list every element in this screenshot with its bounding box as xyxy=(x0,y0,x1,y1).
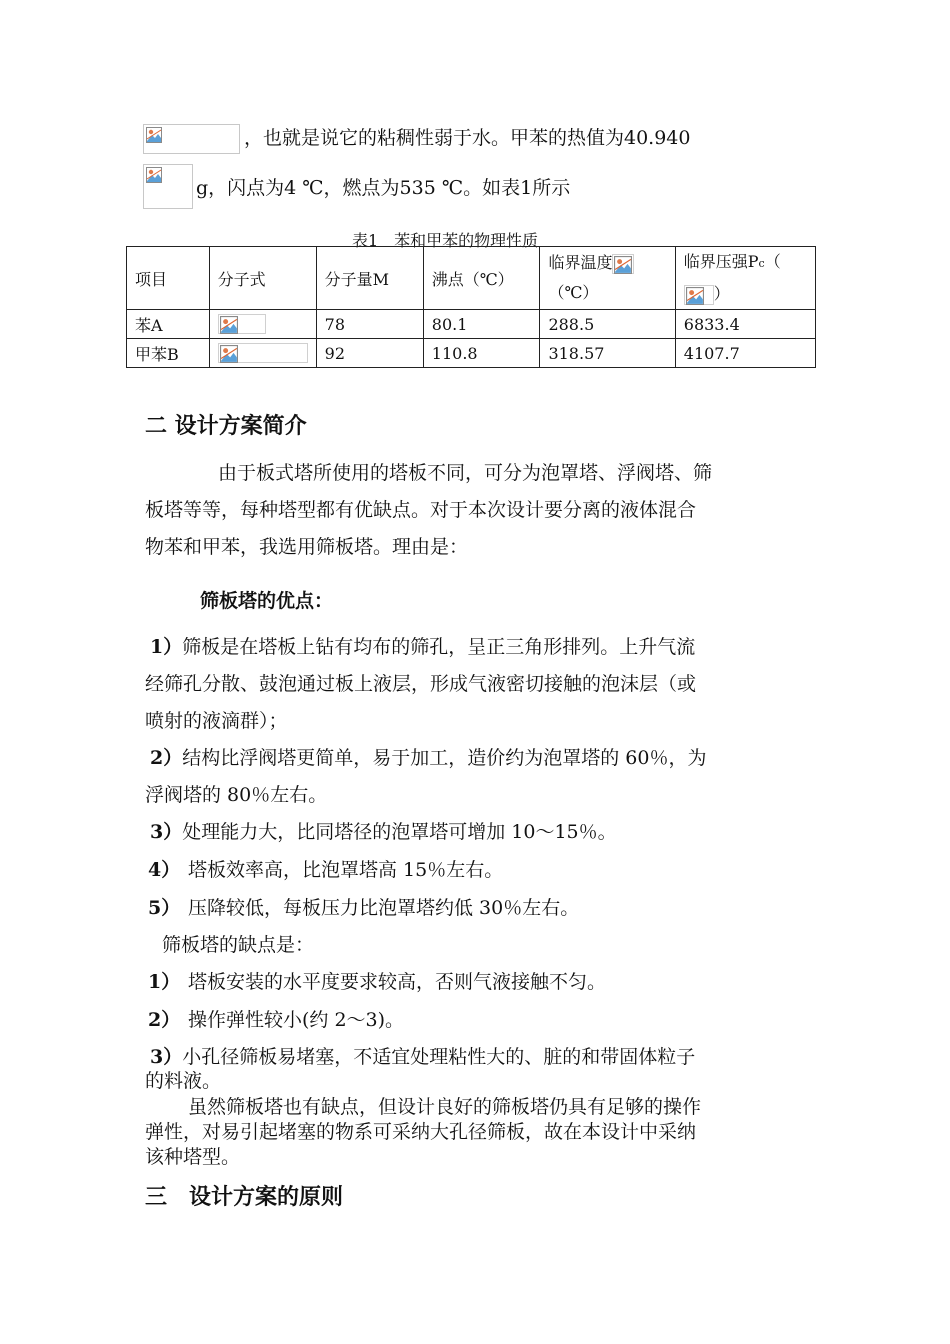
adv-3-number: 3） xyxy=(150,821,183,843)
adv-4-text: 塔板效率高，比泡罩塔高 15％左右。 xyxy=(188,859,504,881)
dis-1 xyxy=(148,964,606,1001)
adv-4 xyxy=(148,852,503,889)
cell-bp: 80.1 xyxy=(423,310,540,339)
header-tc xyxy=(540,247,675,310)
image-placeholder xyxy=(684,285,714,305)
header-pc-close: ） xyxy=(713,284,730,303)
header-formula: 分子式 xyxy=(209,247,316,310)
section-2-p2-line-1: 虽然筛板塔也有缺点，但设计良好的筛板塔仍具有足够的操作 xyxy=(188,1096,702,1118)
adv-1-text: 筛板是在塔板上钻有均布的筛孔，呈正三角形排列。上升气流 xyxy=(182,636,696,658)
header-item: 项目 xyxy=(127,247,210,310)
adv-5-number: 5） xyxy=(148,897,181,919)
cell-formula xyxy=(209,339,316,368)
header-bp: 沸点（℃） xyxy=(423,247,540,310)
adv-1-number: 1） xyxy=(150,636,183,658)
header-pc xyxy=(675,247,815,310)
cell-pc: 6833.4 xyxy=(675,310,815,339)
cell-formula xyxy=(209,310,316,339)
image-placeholder xyxy=(612,254,634,274)
broken-image-icon xyxy=(220,345,238,363)
dis-1-number: 1） xyxy=(148,971,181,993)
intro-line-2: g，闪点为4 ℃，燃点为535 ℃。如表1所示 xyxy=(196,177,571,199)
header-pc-open: （ xyxy=(764,252,781,271)
broken-image-icon xyxy=(686,287,704,305)
table-caption: 表1 苯和甲苯的物理性质 xyxy=(352,231,539,250)
section-2-heading: 二 设计方案简介 xyxy=(145,414,307,439)
section-2-p1-line-3: 物苯和甲苯，我选用筛板塔。理由是： xyxy=(145,536,469,558)
broken-image-icon xyxy=(220,316,238,334)
table-header-row xyxy=(127,247,816,310)
adv-3 xyxy=(150,814,617,851)
properties-table xyxy=(126,246,816,368)
adv-1-line-3: 喷射的液滴群）； xyxy=(145,710,288,732)
section-2-p2-line-2: 弹性，对易引起堵塞的物系可采纳大孔径筛板，故在本设计中采纳 xyxy=(145,1121,697,1143)
dis-3-line-2: 的料液。 xyxy=(145,1070,222,1092)
image-placeholder xyxy=(143,164,193,209)
cell-tc: 318.57 xyxy=(540,339,675,368)
adv-4-number: 4） xyxy=(148,859,181,881)
cell-mw: 92 xyxy=(316,339,423,368)
image-placeholder xyxy=(218,314,266,334)
table-row xyxy=(127,339,816,368)
header-tc-unit: （℃） xyxy=(548,283,599,302)
advantages-title: 筛板塔的优点： xyxy=(200,590,334,612)
cell-mw: 78 xyxy=(316,310,423,339)
adv-5 xyxy=(148,890,579,927)
adv-2-number: 2） xyxy=(150,747,183,769)
adv-2-line-2: 浮阀塔的 80％左右。 xyxy=(145,784,328,806)
intro-line-1: ，也就是说它的粘稠性弱于水。甲苯的热值为40.940 xyxy=(244,127,691,149)
dis-2-text: 操作弹性较小(约 2～3)。 xyxy=(188,1009,405,1031)
section-3-heading: 三 设计方案的原则 xyxy=(145,1185,344,1210)
adv-2-line-1 xyxy=(150,740,706,777)
cell-item: 甲苯B xyxy=(127,339,210,368)
dis-3-text: 小孔径筛板易堵塞，不适宜处理粘性大的、脏的和带固体粒子 xyxy=(182,1046,696,1068)
header-tc-label: 临界温度 xyxy=(548,253,613,272)
cell-item: 苯A xyxy=(127,310,210,339)
disadvantages-title: 筛板塔的缺点是： xyxy=(162,934,315,956)
adv-1-line-1 xyxy=(150,629,695,666)
adv-1-line-2: 经筛孔分散、鼓泡通过板上液层，形成气液密切接触的泡沫层（或 xyxy=(145,673,697,695)
broken-image-icon xyxy=(146,167,162,183)
dis-1-text: 塔板安装的水平度要求较高，否则气液接触不匀。 xyxy=(188,971,607,993)
cell-pc: 4107.7 xyxy=(675,339,815,368)
dis-3-line-1 xyxy=(150,1046,695,1068)
broken-image-2 xyxy=(143,164,193,209)
header-pc-sub: c xyxy=(758,257,765,270)
cell-bp: 110.8 xyxy=(423,339,540,368)
adv-2-text: 结构比浮阀塔更简单，易于加工，造价约为泡罩塔的 60％，为 xyxy=(182,747,707,769)
broken-image-icon xyxy=(614,256,632,274)
section-2-p2-line-3: 该种塔型。 xyxy=(145,1146,241,1168)
image-placeholder xyxy=(218,343,308,363)
table-row xyxy=(127,310,816,339)
broken-image-1 xyxy=(143,124,240,154)
dis-2 xyxy=(148,1002,404,1039)
adv-3-text: 处理能力大，比同塔径的泡罩塔可增加 10～15％。 xyxy=(182,821,617,843)
header-mw: 分子量M xyxy=(316,247,423,310)
section-2-p1-line-2: 板塔等等，每种塔型都有优缺点。对于本次设计要分离的液体混合 xyxy=(145,499,697,521)
section-2-p1-line-1: 由于板式塔所使用的塔板不同，可分为泡罩塔、浮阀塔、筛 xyxy=(218,462,713,484)
adv-5-text: 压降较低，每板压力比泡罩塔约低 30％左右。 xyxy=(188,897,580,919)
cell-tc: 288.5 xyxy=(540,310,675,339)
dis-3-number: 3） xyxy=(150,1046,183,1068)
image-placeholder xyxy=(143,124,240,154)
header-pc-label: 临界压强P xyxy=(683,252,759,271)
dis-2-number: 2） xyxy=(148,1009,181,1031)
broken-image-icon xyxy=(146,127,162,143)
